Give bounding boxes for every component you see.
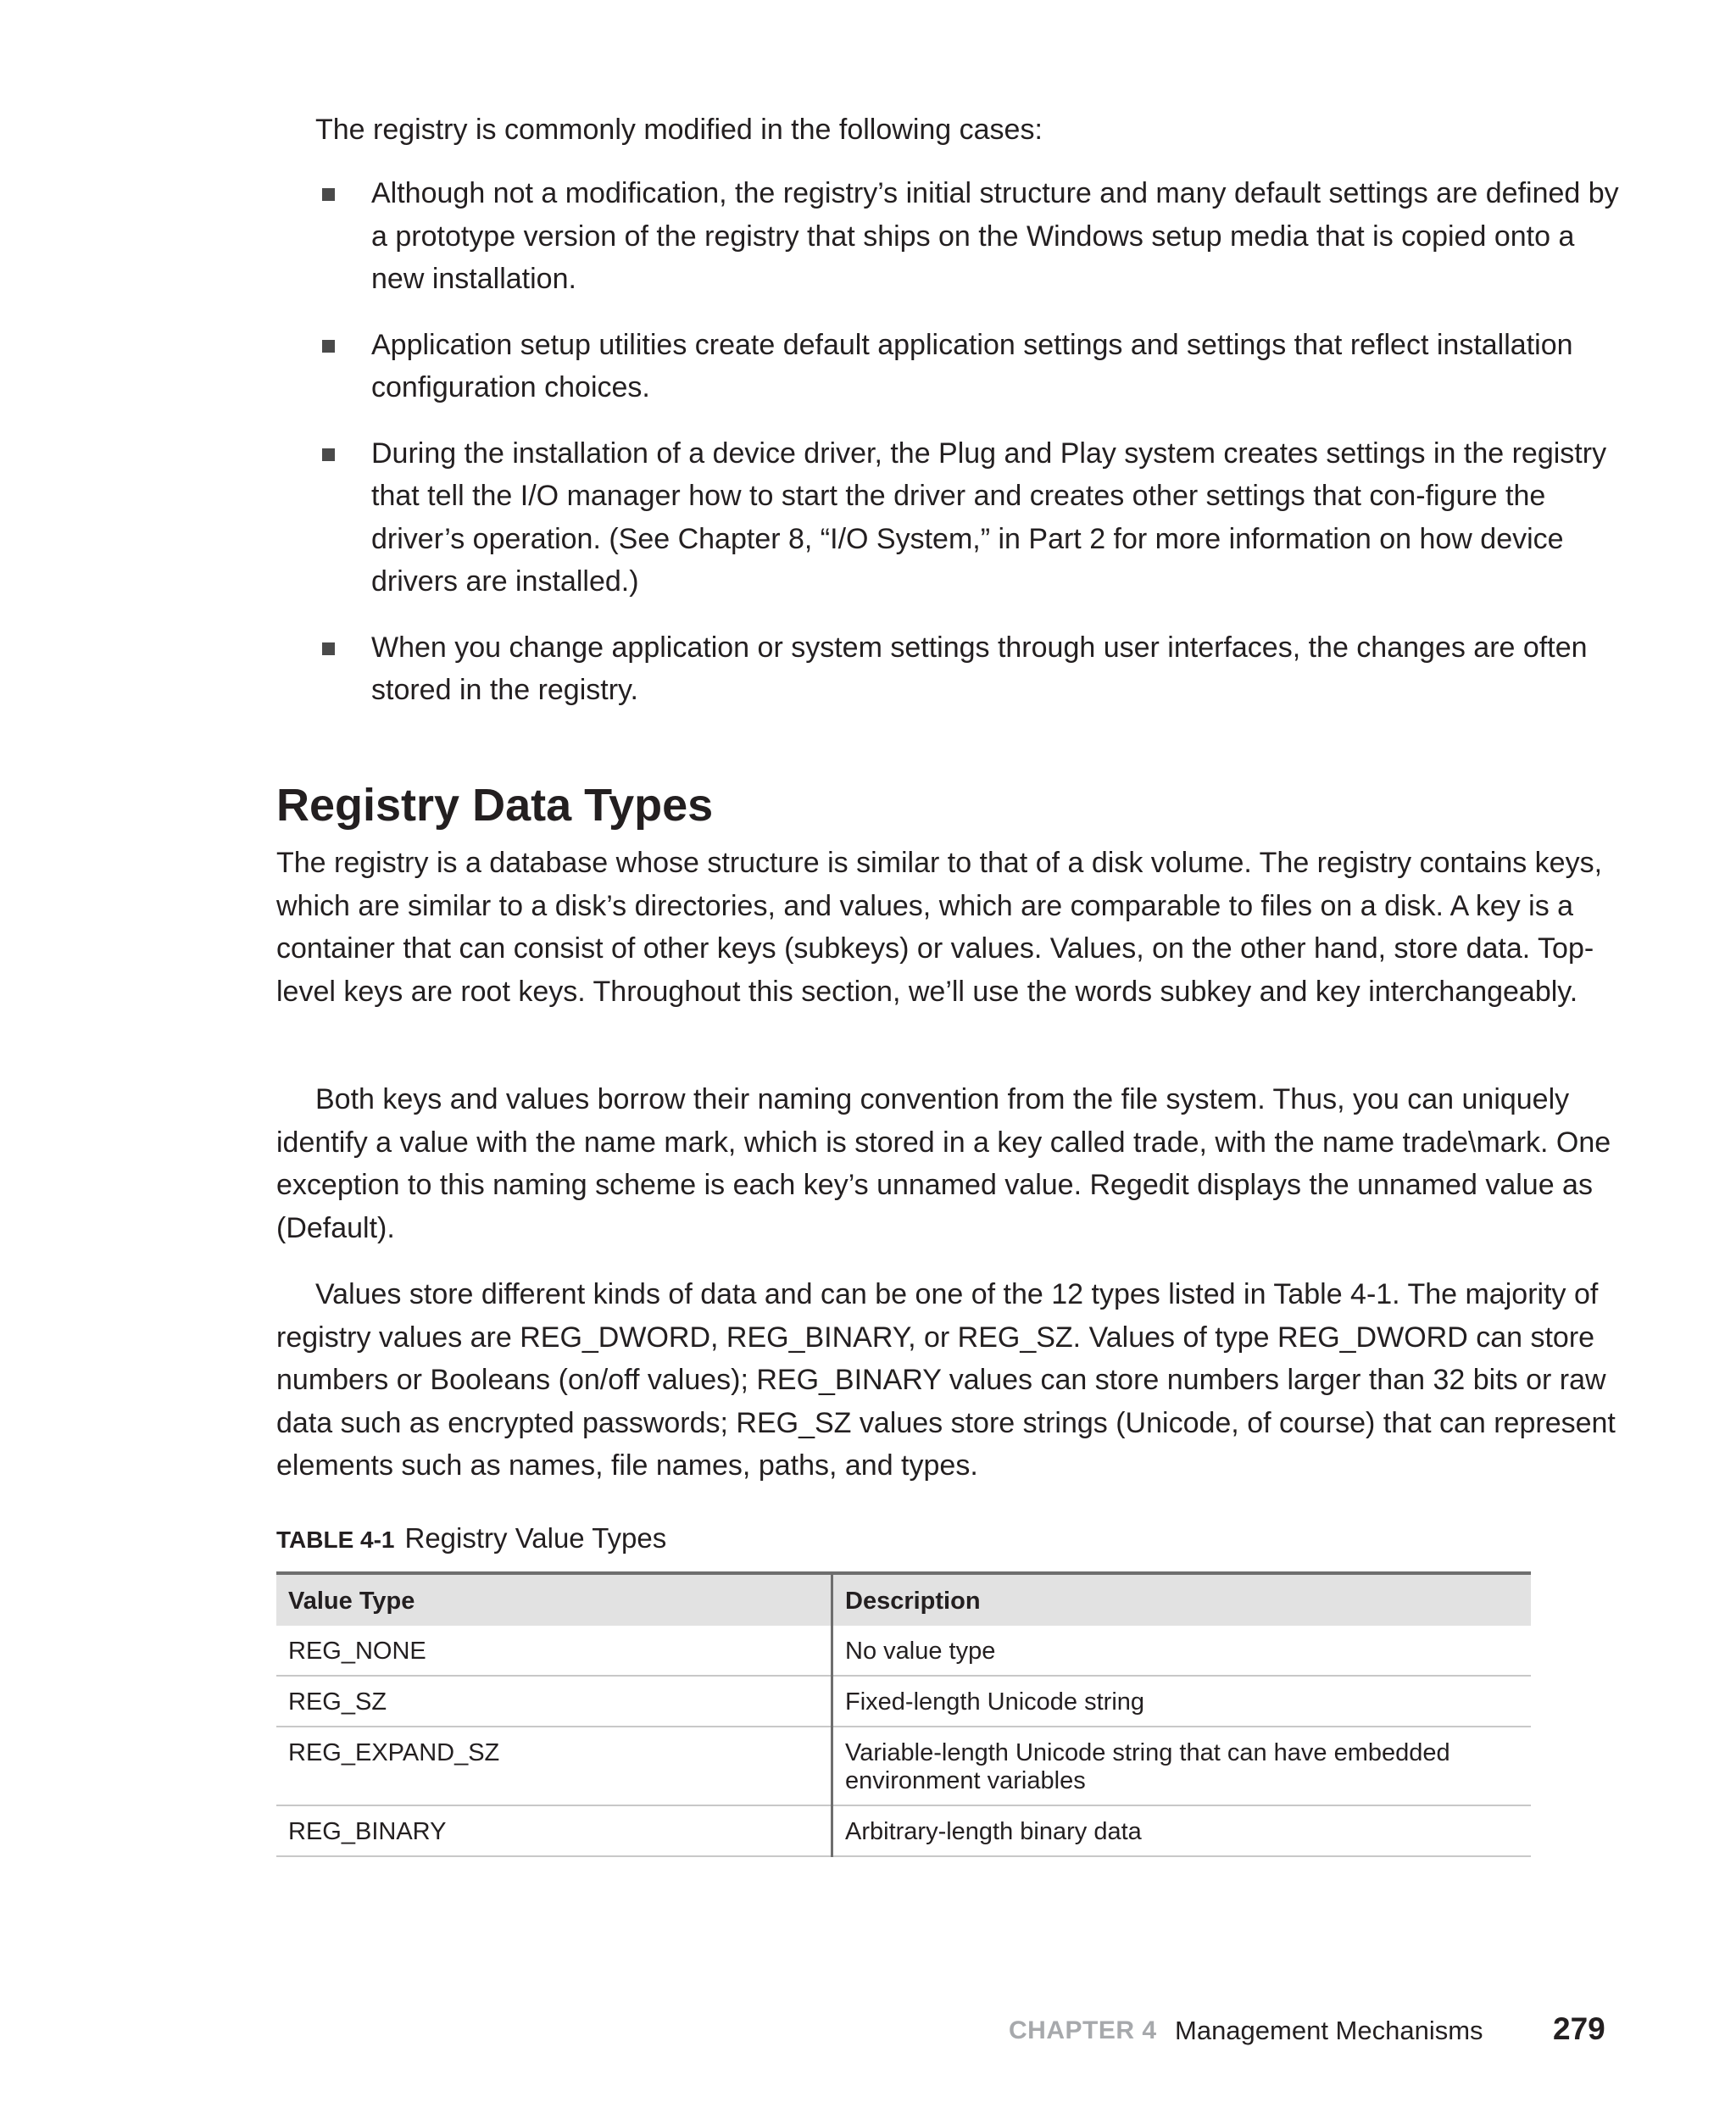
table-cell-description: Fixed-length Unicode string (832, 1676, 1532, 1727)
column-header-value-type: Value Type (276, 1573, 832, 1626)
list-item (315, 324, 1621, 409)
list-item (315, 432, 1621, 603)
intro-sentence: The registry is commonly modified in the following cases: (315, 114, 1043, 146)
table-row (276, 1805, 1531, 1856)
footer-chapter-label: CHAPTER 4 (1009, 2016, 1157, 2044)
table-cell-value-type: REG_BINARY (276, 1805, 832, 1856)
footer-chapter-title: Management Mechanisms (1175, 2016, 1483, 2045)
table-header-row (276, 1573, 1531, 1626)
section-heading: Registry Data Types (276, 780, 714, 831)
table-cell-description: Variable-length Unicode string that can have embedded environment variables (832, 1727, 1532, 1805)
page-number: 279 (1553, 2011, 1605, 2046)
list-item-text: Although not a modification, the registry’s initial structure and many default settings are defined by a prototype version of the registry that ships on the Windows setup media that is copied onto a new installation. (371, 177, 1619, 295)
page-footer (0, 2011, 1736, 2054)
square-bullet-icon (322, 340, 335, 353)
table-caption-text: Registry Value Types (404, 1522, 667, 1554)
table-label: TABLE 4-1 (276, 1527, 395, 1553)
table-cell-description: No value type (832, 1626, 1532, 1676)
square-bullet-icon (322, 642, 335, 655)
list-item-text: During the installation of a device driver, the Plug and Play system creates settings in the registry that tell the I/O manager how to start the driver and creates other settings that con-figure the driver’s operation. (See Chapter 8, “I/O System,” in Part 2 for more information on how device drivers are installed.) (371, 437, 1607, 598)
body-paragraph: Both keys and values borrow their naming convention from the file system. Thus, you can uniquely identify a value with the name mark, which is stored in a key called trade, with the name trade\mark. One exception to this naming scheme is each key’s unnamed value. Regedit displays the unnamed value as (Default). (276, 1083, 1611, 1244)
body-paragraph: Values store different kinds of data and can be one of the 12 types listed in Table 4-1. The majority of registry values are REG_DWORD, REG_BINARY, or REG_SZ. Values of type REG_DWORD can store numbers or Booleans (on/off values); REG_BINARY values can store numbers larger than 32 bits or raw data such as encrypted passwords; REG_SZ values store strings (Unicode, of course) that can represent elements such as names, file names, paths, and types. (276, 1278, 1616, 1482)
registry-value-types-table (276, 1571, 1531, 1857)
table-cell-value-type: REG_EXPAND_SZ (276, 1727, 832, 1805)
table-caption (276, 1520, 666, 1559)
column-header-description: Description (832, 1573, 1532, 1626)
list-item (315, 172, 1621, 301)
list-item (315, 626, 1621, 712)
table-row (276, 1676, 1531, 1727)
square-bullet-icon (322, 448, 335, 461)
bullet-list (315, 172, 1621, 735)
table-cell-description: Arbitrary-length binary data (832, 1805, 1532, 1856)
table-row (276, 1727, 1531, 1805)
list-item-text: Application setup utilities create default application settings and settings that reflect installation configuration choices. (371, 328, 1573, 403)
list-item-text: When you change application or system settings through user interfaces, the changes are often stored in the registry. (371, 631, 1588, 706)
table-cell-value-type: REG_SZ (276, 1676, 832, 1727)
table-row (276, 1626, 1531, 1676)
table-cell-value-type: REG_NONE (276, 1626, 832, 1676)
square-bullet-icon (322, 188, 335, 201)
body-paragraph: The registry is a database whose structure is similar to that of a disk volume. The registry contains keys, which are similar to a disk’s directories, and values, which are comparable to files on a disk. A key is a container that can consist of other keys (subkeys) or values. Values, on the other hand, store data. Top-level keys are root keys. Throughout this section, we’ll use the words subkey and key interchangeably. (276, 847, 1603, 1008)
